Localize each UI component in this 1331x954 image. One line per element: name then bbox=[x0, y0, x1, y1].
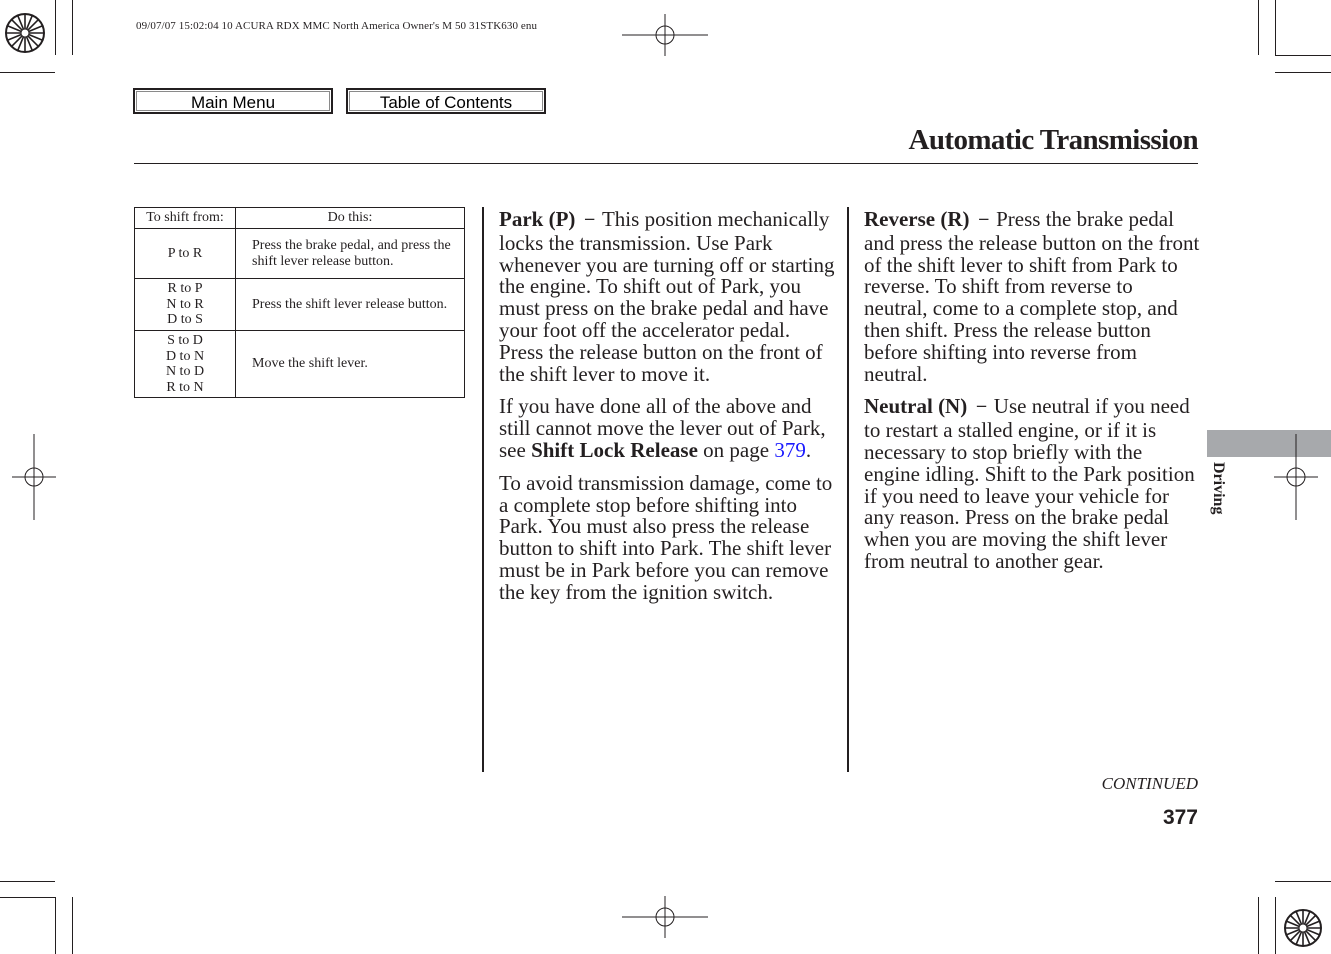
page-number: 377 bbox=[1162, 806, 1198, 829]
shift-lock-paragraph bbox=[499, 396, 835, 461]
park-paragraph bbox=[499, 209, 835, 385]
shift-lock-release-ref: Shift Lock Release bbox=[531, 437, 698, 462]
column-middle bbox=[499, 209, 835, 615]
paragraph-text: . bbox=[805, 437, 812, 462]
page-title: Automatic Transmission bbox=[908, 124, 1198, 156]
shift-from-item: N to R bbox=[166, 296, 204, 312]
table-cell-action: Move the shift lever. bbox=[236, 331, 465, 398]
neutral-paragraph bbox=[864, 396, 1200, 572]
table-row bbox=[135, 331, 465, 398]
print-metadata: 09/07/07 15:02:04 10 ACURA RDX MMC North America Owner's M 50 31STK630 enu bbox=[136, 20, 538, 32]
table-header-do: Do this: bbox=[236, 208, 465, 229]
column-divider bbox=[482, 207, 484, 772]
shift-from-item: S to D bbox=[167, 333, 203, 348]
park-heading: Park (P) bbox=[499, 207, 576, 231]
section-tab-text: Driving bbox=[1210, 462, 1227, 515]
column-divider bbox=[847, 207, 849, 772]
shift-from-item: D to S bbox=[167, 312, 203, 328]
em-dash: − bbox=[975, 397, 988, 416]
crosshair-icon bbox=[12, 434, 56, 520]
table-cell-from bbox=[135, 279, 236, 331]
crosshair-icon bbox=[1274, 434, 1318, 520]
continued-label: CONTINUED bbox=[1101, 774, 1198, 793]
registration-target-icon bbox=[1279, 904, 1327, 952]
paragraph-text: on page bbox=[697, 437, 775, 462]
reverse-heading: Reverse (R) bbox=[864, 207, 970, 231]
shift-from-item: R to N bbox=[166, 379, 204, 395]
table-row bbox=[135, 229, 465, 279]
title-rule bbox=[134, 163, 1198, 164]
table-cell-from bbox=[135, 229, 236, 279]
crosshair-icon bbox=[622, 896, 708, 938]
crosshair-icon bbox=[622, 14, 708, 56]
damage-warning-paragraph: To avoid transmission damage, come to a complete stop before shifting into Park. You must also press the release button to shift into Park. The shift lever must be in Park before you can remove the key from the ignition switch. bbox=[499, 470, 833, 604]
table-row bbox=[135, 279, 465, 331]
reverse-text: Press the brake pedal and press the release button on the front of the shift lever to shift from Park to reverse. To shift from reverse to neutral, come to a complete stop, and then shift. Press the release button before shifting into reverse from neutral. bbox=[864, 207, 1200, 386]
table-cell-from bbox=[135, 331, 236, 398]
shift-from-item: R to P bbox=[167, 281, 203, 297]
table-cell-action: Press the shift lever release button. bbox=[236, 279, 465, 331]
table-cell-action: Press the brake pedal, and press the shift lever release button. bbox=[236, 229, 465, 279]
table-header-from: To shift from: bbox=[135, 208, 236, 229]
registration-target-icon bbox=[0, 8, 50, 58]
paragraph-text: If you have done all of the above and still cannot move the lever out of Park, see bbox=[499, 394, 826, 462]
main-menu-button[interactable]: Main Menu bbox=[133, 88, 333, 114]
column-right bbox=[864, 209, 1200, 584]
shift-from-item: P to R bbox=[167, 245, 203, 261]
em-dash: − bbox=[977, 210, 991, 228]
neutral-heading: Neutral (N) bbox=[864, 394, 968, 419]
section-tab-label bbox=[1197, 462, 1237, 524]
shift-from-item: D to N bbox=[165, 348, 205, 364]
table-header-row bbox=[135, 208, 465, 229]
neutral-text: Use neutral if you need to restart a stalled engine, or if it is necessary to stop briefly with the engine idling. Shift to the Park position if you need to leave your vehicle for any reason. Press on the brake pedal when you are moving the shift lever from neutral to another gear. bbox=[864, 394, 1195, 573]
park-text: This position mechanically locks the transmission. Use Park whenever you are turning off or starting the engine. To shift out of Park, you must press on the brake pedal and have your foot off the accelerator pedal. Press the release button on the front of the shift lever to move it. bbox=[499, 207, 835, 386]
table-of-contents-button[interactable]: Table of Contents bbox=[346, 88, 546, 114]
reverse-paragraph bbox=[864, 209, 1200, 385]
em-dash: − bbox=[583, 210, 596, 228]
page-link-379[interactable]: 379 bbox=[774, 437, 806, 462]
shift-from-item: N to D bbox=[165, 364, 205, 379]
shift-table bbox=[134, 207, 465, 398]
